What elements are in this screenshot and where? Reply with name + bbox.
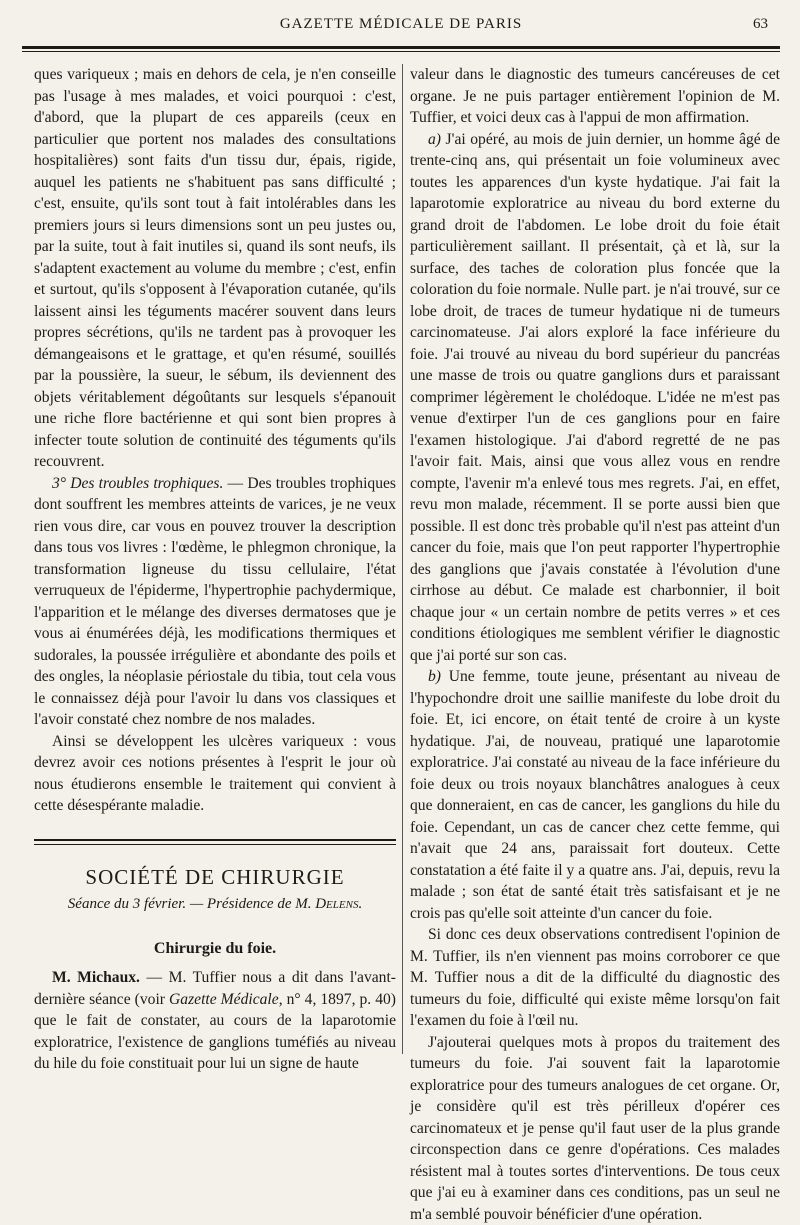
- journal-reference: Gazette Médicale: [169, 991, 279, 1008]
- paragraph-text: Une femme, toute jeune, présentant au niveau de l'hypochondre droit une saillie manifeste du lobe droit du foie. Et, ici encore, on était tenté de croire à un kyste hydatique. J'ai, de nouveau, pratiqué une laparotomie exploratrice. J'ai constaté au niveau de la face inférieure du foie deux ou trois noyaux blanchâtres analogues à ceux que donneraient, en cas de cancer, les ganglions du hile du foie. Cependant, un cas de cancer chez cette femme, qui n'avait que 24 ans, paraissait fort douteux. Cette constatation a été faite il y a quatre ans. J'ai, depuis, revu la malade ; son état de santé était très satisfaisant et je ne crois pas qu'elle soit atteinte d'un cancer du foie.: [410, 668, 780, 922]
- speaker-name: M. Michaux.: [52, 969, 140, 986]
- section-rule-thin: [34, 844, 396, 845]
- section-rule: [34, 839, 396, 841]
- paragraph-text: , n° 4, 1897, p. 40) que le fait de constater, au cours de la laparotomie exploratrice, l'existence de ganglions tuméfiés au niveau du hile du foie constituait pour lui un signe de haute: [34, 991, 396, 1073]
- case-label: b): [428, 668, 441, 685]
- column-divider: [402, 64, 403, 1054]
- right-column: [410, 64, 780, 1225]
- paragraph-text: J'ai opéré, au mois de juin dernier, un homme âgé de trente-cinq ans, qui présentait un foie volumineux avec toutes les apparences d'un kyste hydatique. J'ai fait la laparotomie exploratrice au niveau du bord externe du grand droit de l'abdomen. Le lobe droit du foie était particulièrement saillant. Il présentait, çà et là, sur la surface, des taches de coloration plus foncée que la coloration du foie normale. Nulle part. je n'ai trouvé, sur ce lobe droit, de traces de tumeur hydatique ni de tumeurs carcinomateuse. J'ai alors exploré la face inférieure du foie. J'ai trouvé au niveau du bord supérieur du pancréas une masse de trois ou quatre ganglions durs et paraissant comprimer légèrement le cholédoque. L'idée ne m'est pas venue d'extirper l'un de ces ganglions pour en faire l'examen histologique. J'ai d'abord regretté de ne pas l'avoir fait. Mais, ainsi que vous allez vous en rendre compte, l'avenir m'a enlevé tous mes regrets. J'ai, en effet, revu mon malade, récemment. Il se porte aussi bien que possible. Il est donc très probable qu'il n'est pas atteint d'un cancer du foie, mais que l'on peut rapporter l'hypertrophie des ganglions que j'avais constatée à l'évolution d'une cirrhose au début. Ce malade est charbonnier, il boit chaque jour « un certain nombre de petits verres » et ces conditions étiologiques me semblent vérifier le diagnostic que j'ai porté sur son cas.: [410, 131, 780, 664]
- paragraph-text: — M. Tuffier nous a dit dans l'avant-dernière séance (voir: [34, 969, 396, 1008]
- paragraph: [34, 967, 396, 1075]
- article-heading: Chirurgie du foie.: [34, 938, 396, 960]
- paragraph: Ainsi se développent les ulcères variqueux : vous devrez avoir ces notions présentes à l'esprit le jour où nous étudierons ensemble le traitement qui convient à cette désespérante maladie.: [34, 731, 396, 817]
- paragraph-lead: 3° Des troubles trophiques.: [52, 475, 223, 492]
- section-subtitle-text: Séance du 3 février. — Présidence de M.: [68, 896, 315, 912]
- paragraph: Si donc ces deux observations contredisent l'opinion de M. Tuffier, ils n'en viennent pas moins corroborer ce que M. Tuffier nous a dit de la difficulté du diagnostic des tumeurs du foie, difficulté qui existe même lorsqu'on fait l'examen du foie à l'œil nu.: [410, 924, 780, 1032]
- paragraph: [410, 129, 780, 667]
- paragraph-text: — Des troubles trophiques dont souffrent les membres atteints de varices, je ne veux rien vous dire, car vous en pouvez trouver la description dans tous vos livres : l'œdème, le phlegmon chronique, la transformation ligneuse du tissu cellulaire, l'état verruqueux de l'épiderme, l'hypertrophie pachydermique, l'apparition et le mélange des diverses dermatoses que je vous ai énumérées déjà, les modifications thermiques et sudorales, la poussée irrégulière et abondante des poils et des ongles, la néoplasie périostale du tibia, tout cela vous le connaissez déjà pour l'avoir lu dans vos classiques et l'avoir constaté chez nombre de nos malades.: [34, 475, 396, 729]
- header-rule: [22, 46, 780, 49]
- paragraph: ques variqueux ; mais en dehors de cela, je n'en conseille pas l'usage à mes malades, et voici pourquoi : c'est, d'abord, que la plupart de ces appareils (ceux en particulier que portent nos malades des consultations hospitalières) sont faits d'un tissu dur, épais, rigide, auquel les patients ne s'habituent pas sans difficulté ; c'est, ensuite, qu'ils sont tout à fait intolérables dans les premiers jours si leurs dimensions sont un peu justes ou, par la suite, tout à fait inutiles si, quand ils sont neufs, ils s'adaptent exactement au volume du membre ; c'est, enfin et surtout, qu'ils s'opposent à l'évaporation cutanée, qu'ils laissent ainsi les téguments macérer souvent dans leurs propres sécrétions, qu'ils ne tardent pas à provoquer les démangeaisons et le grattage, et qu'en résumé, souillés par la poussière, la sueur, le sébum, ils deviennent des objets véritablement dégoûtants sur lesquels s'épanouit une riche flore bactérienne et qui sont bien propres à infecter toute solution de continuité des téguments qu'ils recouvrent.: [34, 64, 396, 473]
- header-rule-thin: [22, 51, 780, 52]
- paragraph: [410, 666, 780, 924]
- page-number: 63: [753, 16, 768, 33]
- left-column: [34, 64, 396, 1075]
- section-title: SOCIÉTÉ DE CHIRURGIE: [34, 867, 396, 889]
- page-header: [20, 14, 782, 40]
- journal-title: GAZETTE MÉDICALE DE PARIS: [20, 16, 782, 33]
- paragraph: J'ajouterai quelques mots à propos du traitement des tumeurs du foie. J'ai souvent fait la laparotomie exploratrice pour des tumeurs analogues de cet organe. Or, je considère qu'il est très périlleux d'opérer ces carcinomateux et je pense qu'il faut user de la plus grande circonspection dans ce genre d'opérations. Ces malades résistent mal à toutes sortes d'interventions. De tous ceux que j'ai eu à examiner dans ces conditions, pas un seul ne m'a semblé pouvoir bénéficier d'une opération.: [410, 1032, 780, 1225]
- case-label: a): [428, 131, 441, 148]
- president-name: Delens.: [315, 896, 362, 912]
- paragraph: [34, 473, 396, 731]
- paragraph: valeur dans le diagnostic des tumeurs cancéreuses de cet organe. Je ne puis partager entièrement l'opinion de M. Tuffier, et voici deux cas à l'appui de mon affirmation.: [410, 64, 780, 129]
- section-subtitle: [34, 894, 396, 916]
